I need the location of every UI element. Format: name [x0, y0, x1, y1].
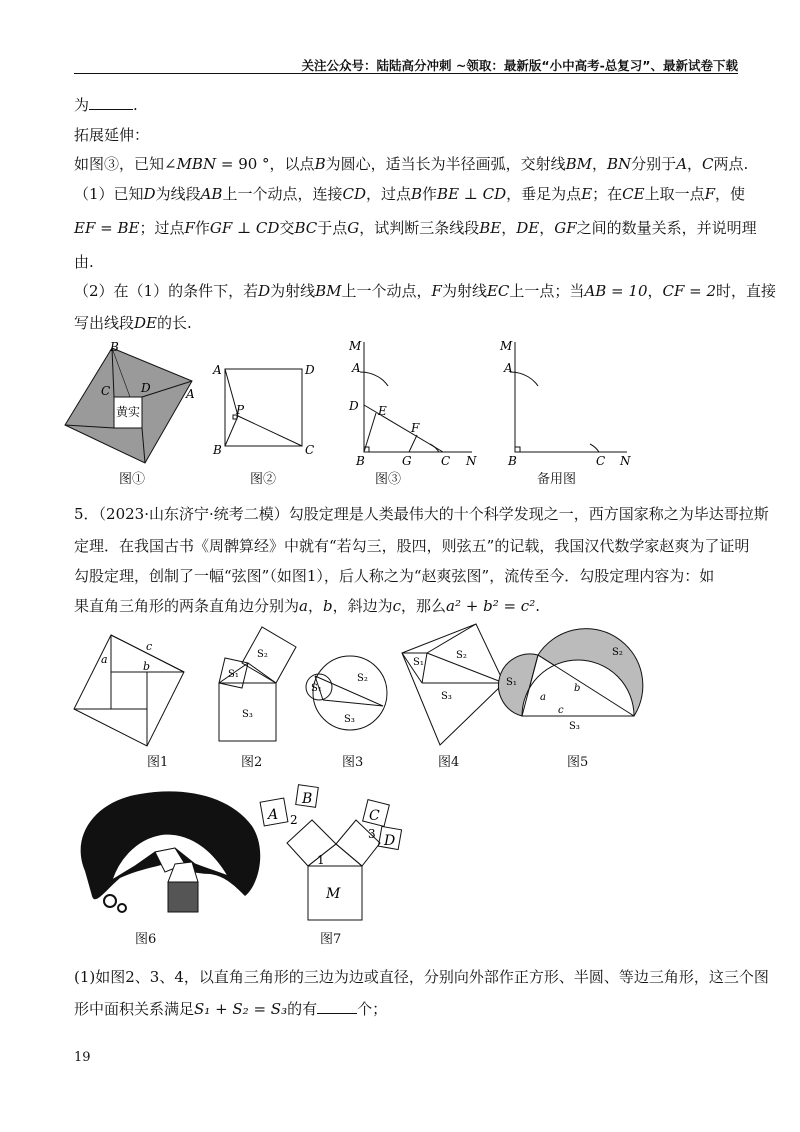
label-s1: S₁	[413, 657, 424, 668]
label-E: E	[378, 404, 387, 418]
q5-line-2: 定理．在我国古书《周髀算经》中就有“若勾三，股四，则弦五”的记载，我国汉代数学家赵爽为了证明	[74, 537, 750, 555]
q5-line-1: 5．（2023·山东济宁·统考二模）勾股定理是人类最伟大的十个科学发现之一，西方国家称之为毕达哥拉斯	[74, 505, 769, 523]
label-M: M	[500, 339, 513, 353]
label-s1: S₁	[228, 669, 239, 680]
answer-line	[74, 96, 138, 114]
label-D: D	[384, 833, 396, 849]
label-N: N	[620, 454, 631, 468]
label-G: G	[402, 454, 412, 468]
label-a: a	[101, 653, 108, 666]
label-s2: S₂	[612, 647, 623, 658]
label-s3: S₃	[242, 709, 253, 720]
label-C: C	[101, 384, 111, 398]
text: 为	[74, 96, 90, 114]
label-c: c	[558, 705, 564, 716]
label-1: 1	[317, 853, 325, 867]
label-A: A	[504, 361, 513, 375]
question-2-line-2: 写出线段DE的长.	[74, 314, 192, 332]
label-C: C	[369, 808, 380, 824]
label-s2: S₂	[357, 673, 368, 684]
caption-fig-4: 备用图	[537, 472, 577, 487]
label-A: A	[186, 387, 195, 401]
label-B: B	[213, 443, 222, 457]
label-D: D	[141, 381, 151, 395]
last-line-1: (1)如图2、3、4，以直角三角形的三边为边或直径，分别向外部作正方形、半圆、等边三角形，这三个图	[74, 968, 769, 986]
q5-line-4: 果直角三角形的两条直角边分别为a，b，斜边为c，那么a² + b² = c².	[74, 597, 541, 615]
label-3: 3	[368, 827, 376, 841]
label-F: F	[411, 421, 420, 435]
caption-fig6: 图6	[135, 932, 157, 947]
label-s3: S₃	[441, 691, 452, 702]
label-s2: S₂	[257, 649, 268, 660]
label-s3: S₃	[569, 721, 580, 732]
page-number: 19	[74, 1050, 91, 1065]
question-1-line-2: EF = BE；过点F作GF ⊥ CD交BC于点G，试判断三条线段BE，DE，GF之间的数量关系，并说明理	[74, 219, 757, 237]
question-2-line-1: （2）在（1）的条件下，若D为射线BM上一个动点，F为射线EC上一点；当AB = 10，CF = 2时，直接	[74, 282, 777, 300]
label-M: M	[326, 886, 341, 902]
label-s2: S₂	[456, 650, 467, 661]
label-C: C	[305, 443, 315, 457]
fig6-pythagoras-tree	[81, 791, 261, 912]
label-B: B	[302, 791, 313, 807]
figure-4-spare	[510, 342, 627, 452]
caption-fig4: 图4	[438, 755, 460, 770]
label-C: C	[596, 454, 606, 468]
label-2: 2	[290, 813, 298, 827]
label-B: B	[110, 340, 119, 354]
label-P: P	[236, 403, 245, 417]
last-line-2: 形中面积关系满足S₁ + S₂ = S₃的有 个；	[74, 1000, 388, 1018]
fig1-xian-tu	[74, 635, 184, 746]
section-title	[74, 126, 149, 144]
caption-fig1: 图1	[147, 755, 169, 770]
label-b: b	[143, 660, 151, 673]
page-header: 关注公众号：陆陆高分冲刺 ~领取：最新版“小中高考-总复习”、最新试卷下载	[301, 58, 738, 73]
fig5-lunes	[498, 629, 642, 716]
label-center: 黄实	[116, 405, 141, 419]
text: .	[133, 96, 138, 114]
figure-row-1	[0, 336, 800, 486]
text: 拓展延伸：	[74, 126, 150, 144]
label-A: A	[268, 807, 279, 823]
label-B: B	[508, 454, 517, 468]
question-1-line-3: 由.	[74, 253, 94, 271]
label-C: C	[441, 454, 451, 468]
label-A: A	[352, 361, 361, 375]
q5-line-3: 勾股定理，创制了一幅“弦图”（如图1），后人称之为“赵爽弦图”，流传至今．勾股定理内容为：如	[74, 567, 715, 585]
label-M: M	[349, 339, 362, 353]
fig2-squares	[219, 627, 296, 741]
label-s1: S₁	[311, 683, 322, 694]
label-D: D	[349, 399, 359, 413]
caption-fig3: 图3	[342, 755, 364, 770]
label-A: A	[213, 363, 222, 377]
label-c: c	[146, 640, 153, 653]
label-D: D	[305, 363, 315, 377]
fig4-triangles	[402, 624, 504, 745]
figure-row-3	[0, 776, 800, 926]
question-1-line-1: （1）已知D为线段AB上一个动点，连接CD，过点B作BE ⊥ CD，垂足为点E；在CE上取一点F，使	[74, 185, 746, 203]
caption-fig7: 图7	[320, 932, 342, 947]
answer-blank	[317, 1013, 357, 1014]
caption-fig-3: 图③	[375, 472, 402, 487]
label-a: a	[540, 692, 546, 703]
label-s3: S₃	[344, 714, 355, 725]
label-s1: S₁	[506, 677, 517, 688]
caption-fig-1: 图①	[119, 472, 146, 487]
caption-fig2: 图2	[241, 755, 263, 770]
caption-fig-2: 图②	[250, 472, 277, 487]
label-B: B	[356, 454, 365, 468]
figure-row-2	[0, 615, 800, 750]
answer-blank	[89, 109, 133, 110]
caption-fig5: 图5	[567, 755, 589, 770]
label-N: N	[466, 454, 477, 468]
header-rule	[74, 73, 738, 74]
problem-intro: 如图③，已知∠MBN = 90 °，以点B为圆心，适当长为半径画弧，交射线BM，BN分别于A，C两点.	[74, 155, 749, 173]
figure-3-construction	[360, 342, 472, 452]
label-b: b	[574, 683, 581, 694]
